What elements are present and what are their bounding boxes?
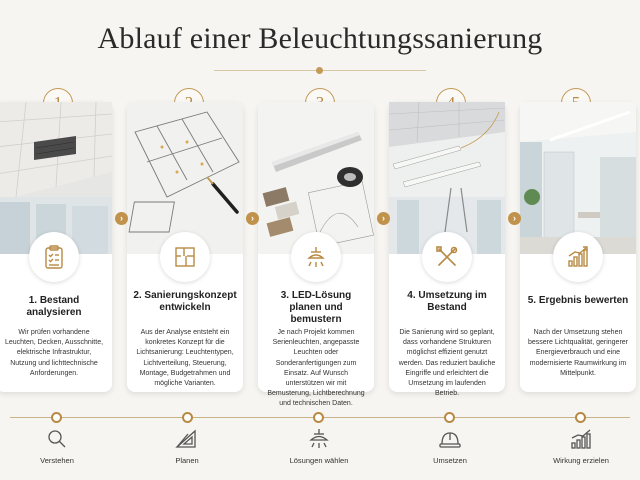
step-card-5 <box>520 102 636 392</box>
title-divider <box>214 70 426 71</box>
step-card-3 <box>258 102 374 408</box>
clipboard-checklist-icon <box>29 232 79 282</box>
step-card-4 <box>389 102 505 398</box>
step-title-5: 5. Ergebnis bewerten <box>527 295 629 306</box>
step-title-1: 1. Bestand analysieren <box>26 295 82 318</box>
timeline-label-1: Verstehen <box>40 456 74 465</box>
timeline-node-2 <box>182 412 193 423</box>
step-text-1: Wir prüfen vorhandene Leuchten, Decken, Ausschnitte, elektrische Infrastruktur, Nutzung und lichttechnische Anforderungen. <box>4 329 104 377</box>
wrench-screwdriver-icon <box>422 232 472 282</box>
process-steps <box>0 88 640 406</box>
step-text-5: Nach der Umsetzung stehen bessere Lichtqualität, geringerer Energieverbrauch und eine modernisierte Raumwirkung im Mittelpunkt. <box>528 329 629 377</box>
timeline-node-4 <box>444 412 455 423</box>
ceiling-lamp-icon <box>291 232 341 282</box>
set-square-icon <box>174 428 198 450</box>
hard-hat-icon <box>438 428 462 450</box>
timeline-label-5: Wirkung erzielen <box>553 456 609 465</box>
page-title: Ablauf einer Beleuchtungssanierung <box>97 22 543 55</box>
step-card-2 <box>127 102 243 392</box>
timeline-label-4: Umsetzen <box>433 456 467 465</box>
next-arrow-icon: › <box>115 212 128 225</box>
divider-dot <box>316 67 323 74</box>
timeline-node-1 <box>51 412 62 423</box>
step-title-4: 4. Umsetzung im Bestand <box>407 290 487 313</box>
timeline-node-3 <box>313 412 324 423</box>
timeline-label-2: Planen <box>175 456 199 465</box>
step-text-3: Je nach Projekt kommen Serienleuchten, angepasste Leuchten oder Sonderanfertigungen zum Einsatz. Auf Wunsch unterstützen wir mit Bemusterung, Lichtberechnung und technischen Daten. <box>267 329 365 408</box>
growth-chart-icon <box>553 232 603 282</box>
next-arrow-icon: › <box>377 212 390 225</box>
next-arrow-icon: › <box>246 212 259 225</box>
next-arrow-icon: › <box>508 212 521 225</box>
step-title-3: 3. LED-Lösung planen und bemustern <box>280 290 352 325</box>
timeline-node-5 <box>575 412 586 423</box>
step-title-2: 2. Sanierungskonzept entwickeln <box>133 290 237 313</box>
timeline-label-3: Lösungen wählen <box>289 456 349 465</box>
step-text-4: Die Sanierung wird so geplant, dass vorhandene Strukturen möglichst effizient genutzt werden. Das reduziert bauliche Eingriffe und erleichtert die Umsetzung im laufenden Betrieb. <box>398 329 496 398</box>
step-card-1 <box>0 102 112 392</box>
growth-chart-icon <box>569 428 593 450</box>
process-timeline <box>0 408 640 480</box>
step-text-2: Aus der Analyse entsteht ein konkretes Konzept für die Lichtsanierung: Leuchtentypen, Lichtverteilung, Steuerung, Montage, Budgetrahmen und mögliche Varianten. <box>136 329 234 388</box>
ceiling-lamp-icon <box>307 428 331 450</box>
magnifier-icon <box>45 428 69 450</box>
floor-plan-icon <box>160 232 210 282</box>
